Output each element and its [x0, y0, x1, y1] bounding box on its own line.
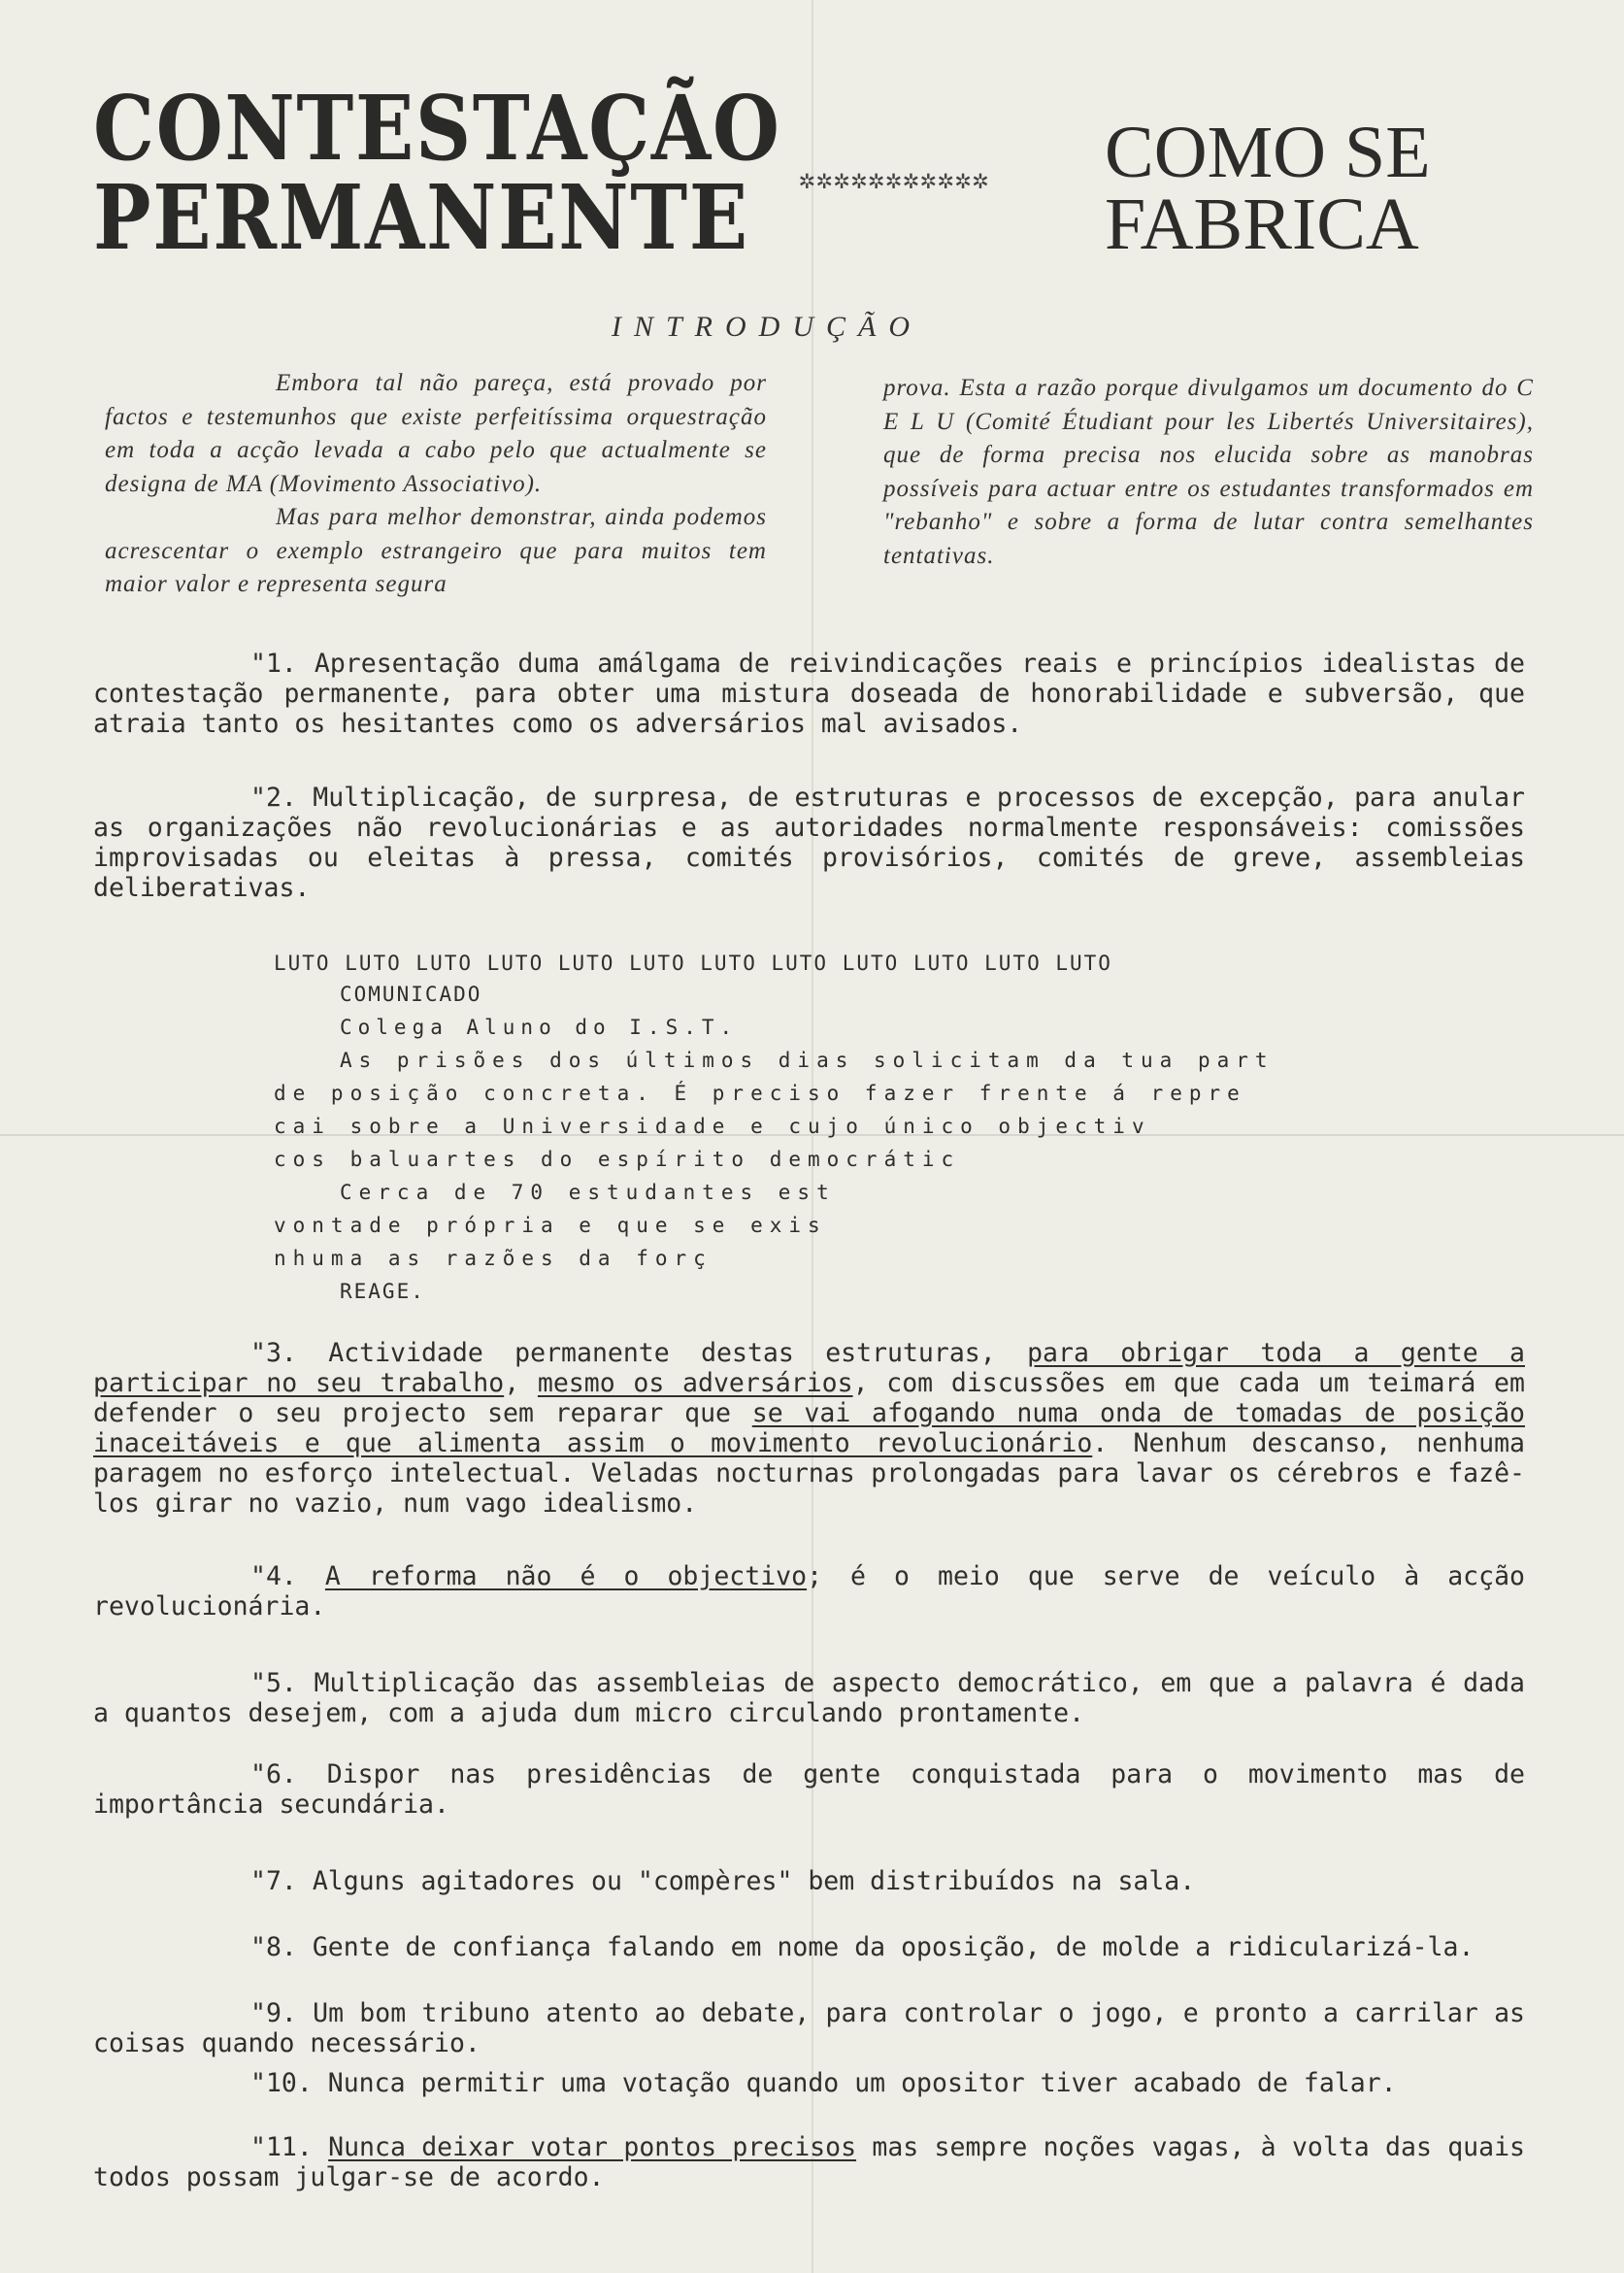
point-9: "9. Um bom tribuno atento ao debate, para controlar o jogo, e pronto a carrilar as coisas quando necessário. — [93, 1998, 1525, 2058]
intro-left-column — [105, 367, 767, 602]
point-3-text-c: , com discussões em que cada um teimará em defender o seu projecto sem reparar que — [93, 1368, 1525, 1428]
masthead-line-1: CONTESTAÇÃO — [93, 76, 781, 181]
point-6: "6. Dispor nas presidências de gente conquistada para o movimento mas de importância secundária. — [93, 1759, 1525, 1820]
communique-closing: REAGE. — [340, 1280, 425, 1303]
point-11-underline: Nunca deixar votar pontos precisos — [328, 2132, 857, 2162]
masthead-line-2: PERMANENTE — [93, 165, 749, 270]
point-5: "5. Multiplicação das assembleias de aspecto democrático, em que a palavra é dada a quantos desejem, com a ajuda dum micro circulando prontamente. — [93, 1668, 1525, 1728]
star-divider: ✲✲✲✲✲✲✲✲✲✲✲ — [799, 163, 990, 195]
subtitle-line-2: FABRICA — [1105, 184, 1419, 265]
subtitle-line-1: COMO SE — [1105, 112, 1431, 193]
masthead-title — [93, 76, 781, 270]
point-3-underline-3: se vai afogando numa onda de tomadas de posição inaceitáveis e que alimenta assim o movimento revolucionário — [93, 1398, 1525, 1458]
intro-right-column: prova. Esta a razão porque divulgamos um documento do C E L U (Comité Étudiant pour les Libertés Universitaires), que de forma precisa nos elucida sobre as manobras possíveis para actuar entre os estudantes transformados em "rebanho" e sobre a forma de lutar contra semelhantes tentativas. — [883, 375, 1534, 569]
point-7: "7. Alguns agitadores ou "compères" bem distribuídos na sala. — [250, 1866, 1196, 1896]
point-8: "8. Gente de confiança falando em nome da oposição, de molde a ridicularizá-la. — [250, 1932, 1475, 1962]
point-3 — [93, 1338, 1525, 1519]
communique-line-6: cai sobre a Universidade e cujo único objectiv — [274, 1115, 1151, 1138]
communique-line-7: cos baluartes do espírito democrátic — [274, 1148, 961, 1171]
intro-heading: INTRODUÇÃO — [612, 311, 923, 343]
intro-paragraph-2: Mas para melhor demonstrar, ainda podemos acrescentar o exemplo estrangeiro que para muitos tem maior valor e representa segura — [105, 504, 767, 597]
point-4 — [93, 1561, 1525, 1621]
point-1: "1. Apresentação duma amálgama de reivindicações reais e princípios idealistas de contestação permanente, para obter uma mistura doseada de honorabilidade e subversão, que atraia tanto os hesitantes como os adversários mal avisados. — [93, 649, 1525, 739]
communique-line-8: Cerca de 70 estudantes est — [340, 1181, 836, 1204]
point-3-text-d: . Nenhum descanso, nenhuma paragem no esforço intelectual. Veladas nocturnas prolongadas para lavar os cérebros e fazê-los girar no vazio, num vago idealismo. — [93, 1428, 1525, 1519]
communique-line-5: de posição concreta. É preciso fazer frente á repre — [274, 1082, 1246, 1105]
point-3-text-b: , — [504, 1368, 538, 1398]
point-4-text-a: "4. — [250, 1561, 325, 1591]
point-2: "2. Multiplicação, de surpresa, de estruturas e processos de excepção, para anular as organizações não revolucionárias e as autoridades normalmente responsáveis: comissões improvisadas ou eleitas à pressa, comités provisórios, comités de greve, assembleias deliberativas. — [93, 783, 1525, 903]
communique-mourning-line: LUTO LUTO LUTO LUTO LUTO LUTO LUTO LUTO LUTO LUTO LUTO LUTO — [274, 952, 1112, 975]
point-3-text-a: "3. Actividade permanente destas estruturas, — [250, 1338, 1028, 1368]
point-3-underline-2: mesmo os adversários — [537, 1368, 853, 1398]
communique-line-9: vontade própria e que se exis — [274, 1214, 827, 1237]
communique-heading: COMUNICADO — [340, 983, 482, 1006]
intro-paragraph-1: Embora tal não pareça, está provado por factos e testemunhos que existe perfeitíssima orquestração em toda a acção levada a cabo pelo que actualmente se designa de MA (Movimento Associativo). — [105, 370, 767, 497]
point-3-underline-1: para obrigar toda a gente a participar no seu trabalho — [93, 1338, 1525, 1398]
point-4-underline: A reforma não é o objectivo — [324, 1561, 808, 1591]
subtitle-como-se-fabrica — [1105, 112, 1431, 265]
point-11 — [93, 2132, 1525, 2192]
point-10: "10. Nunca permitir uma votação quando um opositor tiver acabado de falar. — [250, 2068, 1397, 2098]
communique-addressee: Colega Aluno do I.S.T. — [340, 1016, 739, 1039]
communique-line-4: As prisões dos últimos dias solicitam da tua part — [340, 1049, 1275, 1072]
point-11-text-b: mas sempre noções vagas, à volta das quais todos possam julgar-se de acordo. — [93, 2132, 1525, 2192]
point-11-text-a: "11. — [250, 2132, 329, 2162]
communique-line-10: nhuma as razões da forç — [274, 1247, 713, 1270]
point-4-text-b: ; é o meio que serve de veículo à acção revolucionária. — [93, 1561, 1525, 1621]
